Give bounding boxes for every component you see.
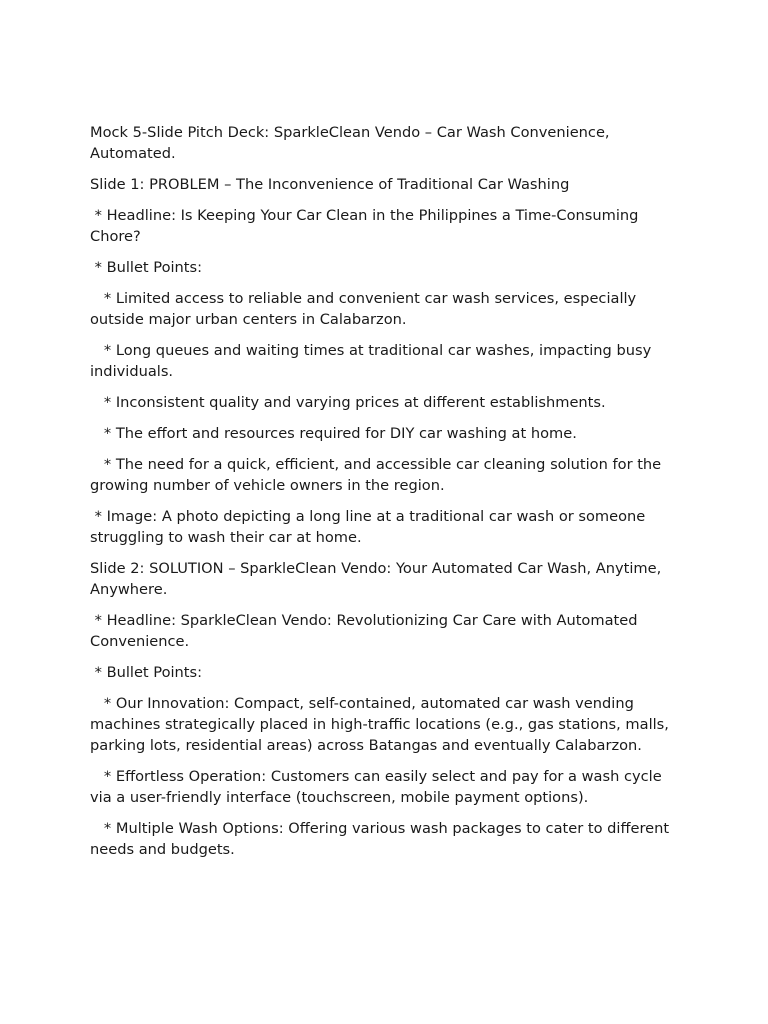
slide-1-bullet: * Limited access to reliable and convenient car wash services, especially outside major urban centers in Calabarzon.	[90, 290, 641, 328]
slide-2-bullets-label: * Bullet Points:	[90, 664, 203, 681]
slide-2-bullet: * Our Innovation: Compact, self-contained, automated car wash vending machines strategically placed in high-traffic locations (e.g., gas stations, malls, parking lots, residential areas) across Batangas and eventually Calabarzon.	[90, 695, 674, 754]
slide-1-bullet: * The need for a quick, efficient, and accessible car cleaning solution for the growing number of vehicle owners in the region.	[90, 456, 666, 494]
slide-1-bullet: * Inconsistent quality and varying prices at different establishments.	[90, 394, 606, 411]
doc-title: Mock 5-Slide Pitch Deck: SparkleClean Vendo – Car Wash Convenience, Automated.	[90, 124, 615, 162]
slide-1-bullets-label: * Bullet Points:	[90, 259, 203, 276]
slide-1-image-note: * Image: A photo depicting a long line at a traditional car wash or someone struggling to wash their car at home.	[90, 508, 650, 546]
slide-1-heading: Slide 1: PROBLEM – The Inconvenience of Traditional Car Washing	[90, 176, 570, 193]
slide-2-bullet: * Effortless Operation: Customers can easily select and pay for a wash cycle via a user-friendly interface (touchscreen, mobile payment options).	[90, 768, 667, 806]
slide-2-bullet: * Multiple Wash Options: Offering various wash packages to cater to different needs and budgets.	[90, 820, 674, 858]
slide-1-headline: * Headline: Is Keeping Your Car Clean in the Philippines a Time-Consuming Chore?	[90, 207, 644, 245]
slide-1-bullet: * Long queues and waiting times at traditional car washes, impacting busy individuals.	[90, 342, 656, 380]
slide-2-headline: * Headline: SparkleClean Vendo: Revolutionizing Car Care with Automated Convenience.	[90, 612, 643, 650]
slide-1-bullet: * The effort and resources required for DIY car washing at home.	[90, 425, 577, 442]
slide-2-heading: Slide 2: SOLUTION – SparkleClean Vendo: Your Automated Car Wash, Anytime, Anywhere.	[90, 560, 666, 598]
document-page	[90, 122, 682, 870]
